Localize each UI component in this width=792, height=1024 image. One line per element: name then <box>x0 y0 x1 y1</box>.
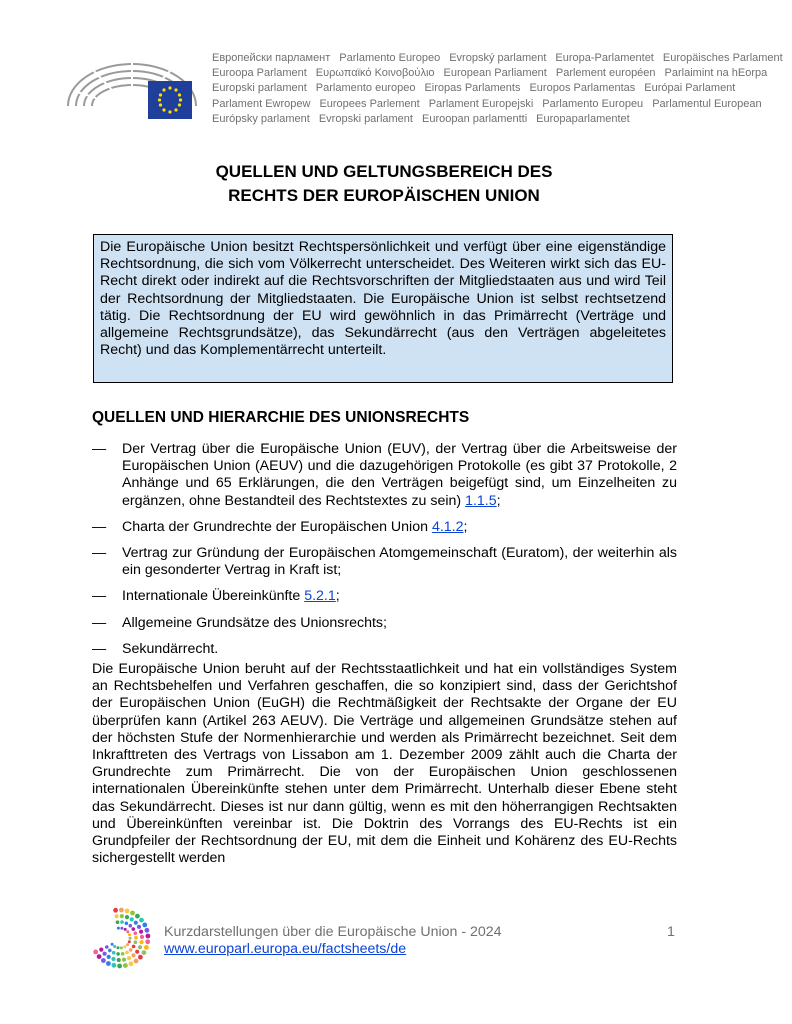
list-item-main-text: Vertrag zur Gründung der Europäischen Atomgemeinschaft (Euratom), der weiterhin als ein gesonderter Vertrag in Kraft ist; <box>122 545 677 579</box>
logo-dot <box>119 908 124 913</box>
logo-dot <box>93 950 98 955</box>
logo-dot <box>97 954 102 959</box>
logo-dot <box>121 952 125 956</box>
list-dash: — <box>92 640 107 657</box>
language-name: Parlement européen <box>555 67 656 80</box>
logo-dot <box>117 946 120 949</box>
factsheet-reference-link[interactable]: 5.2.1 <box>304 588 336 605</box>
logo-dot <box>106 961 111 966</box>
list-item <box>92 615 677 632</box>
list-item-punctuation: ; <box>463 518 468 535</box>
body-paragraph: Die Europäische Union beruht auf der Rechtsstaatlichkeit und hat ein vollständiges System an Rechtsbehelfen und Verfahren geschaffen, die so konzipiert sind, dass der Gerichtshof der Europäischen Union (EuGH) die Rechtmäßigkeit der Rechtsakte der Organe der EU überprüfen kann (Artikel 263 AEUV). Die Verträge und allgemeinen Grundsätze stehen auf der höchsten Stufe der Normenhierarchie und werden als Primärrecht bezeichnet. Seit dem Inkrafttreten des Vertrags von Lissabon am 1. Dezember 2009 zählt auch die Charta der Grundrechte zum Primärrecht. Die von der Europäischen Union geschlossenen internationalen Übereinkünfte stehen unter dem Primärrecht. Unterhalb dieser Ebene steht das Sekundärrecht. Dieses ist nur dann gültig, wenn es mit den höherrangigen Rechtsakten und Übereinkünften vereinbar ist. Die Doktrin des Vorrangs des EU-Rechts ist ein Grundpfeiler der Rechtsordnung der EU, mit dem die Einheit und Kohärenz des EU-Rechts sichergestellt werden <box>92 661 677 867</box>
list-item-text <box>122 545 677 579</box>
logo-dot <box>139 918 144 923</box>
list-item <box>92 545 677 579</box>
list-item-text <box>122 588 677 605</box>
logo-dot <box>120 927 123 930</box>
logo-dot <box>125 909 130 914</box>
logo-dot <box>134 921 138 925</box>
page-number: 1 <box>667 924 675 940</box>
logo-dot <box>129 924 133 928</box>
language-name: Europski parlament <box>212 82 307 95</box>
list-dash: — <box>92 545 107 562</box>
list-item-main-text: Sekundärrecht. <box>122 640 219 657</box>
language-name: Európsky parlament <box>212 112 310 125</box>
logo-dot <box>145 928 150 933</box>
language-name: Parlamento Europeo <box>339 52 441 64</box>
logo-dot <box>125 922 129 926</box>
logo-dot <box>117 958 121 962</box>
logo-dot <box>139 930 143 934</box>
language-name: Eiropas Parlaments <box>424 82 521 95</box>
language-row <box>212 97 792 112</box>
language-row <box>212 112 792 127</box>
list-dash: — <box>92 518 107 535</box>
list-item-punctuation: ; <box>335 588 340 605</box>
language-name: Euroopa Parlament <box>212 67 307 80</box>
title-line-2: RECHTS DER EUROPÄISCHEN UNION <box>228 186 540 205</box>
list-item-text <box>122 441 677 510</box>
list-item <box>92 441 677 510</box>
logo-dot <box>120 914 124 918</box>
factsheet-reference-link[interactable]: 1.1.5 <box>465 492 497 509</box>
language-name: Európai Parlament <box>644 82 736 95</box>
logo-dot <box>116 920 120 924</box>
logo-dot <box>120 946 123 949</box>
logo-dot <box>145 939 150 944</box>
list-dash: — <box>92 614 107 631</box>
logo-dot <box>111 943 114 946</box>
page-header <box>0 0 783 140</box>
list-item-text <box>122 615 677 632</box>
language-name: Parlament Europejski <box>428 97 534 110</box>
factsheet-logo-icon <box>88 904 152 974</box>
language-name: Parlamentul European <box>652 97 762 110</box>
logo-dot <box>117 927 120 930</box>
logo-dot <box>107 955 111 959</box>
list-item <box>92 588 677 605</box>
logo-dot <box>142 923 147 928</box>
summary-box: Die Europäische Union besitzt Rechtspersönlichkeit und verfügt über eine eigenständige Rechtsordnung, die sich vom Völkerrecht unterscheidet. Des Weiteren wirkt sich das EU-Recht direkt oder indirekt auf die Rechtsvorschriften der Mitgliedstaaten aus und wird Teil der Rechtsordnung der Mitgliedstaaten. Die Europäische Union ist selbst rechtsetzend tätig. Die Rechtsordnung der EU wird gewöhnlich in das Primärrecht (Verträge und allgemeine Rechtsgrundsätze), das Sekundärrecht (aus den Verträgen abgeleitetes Recht) und das Komplementärrecht unterteilt. <box>93 234 673 383</box>
language-name: Европейски парламент <box>212 52 331 64</box>
logo-dot <box>112 963 117 968</box>
list-item-main-text: Allgemeine Grundsätze des Unionsrechts; <box>122 614 387 631</box>
logo-dot <box>137 925 141 929</box>
logo-dot <box>134 959 139 964</box>
logo-dot <box>99 948 103 952</box>
list-item-text <box>122 641 677 658</box>
logo-dot <box>128 940 131 943</box>
logo-dot <box>112 951 116 955</box>
title-line-1: QUELLEN UND GELTUNGSBEREICH DES <box>215 162 553 181</box>
section-heading: QUELLEN UND HIERARCHIE DES UNIONSRECHTS <box>92 409 470 426</box>
logo-dot <box>123 963 128 968</box>
document-title <box>0 160 768 208</box>
language-row <box>212 81 792 96</box>
language-name: Euroopan parlamentti <box>421 112 528 125</box>
european-parliament-logo <box>64 46 204 126</box>
logo-dot <box>122 958 126 962</box>
logo-dot <box>117 964 122 969</box>
logo-dot <box>146 934 151 939</box>
logo-dot <box>125 951 129 955</box>
list-dash: — <box>92 588 107 605</box>
logo-dot <box>108 949 112 953</box>
logo-dot <box>131 953 135 957</box>
logo-dot <box>111 957 115 961</box>
language-row <box>212 51 792 66</box>
list-item-main-text: Internationale Übereinkünfte <box>122 588 305 605</box>
logo-dot <box>101 958 106 963</box>
logo-dot <box>130 917 134 921</box>
logo-dot <box>128 933 131 936</box>
logo-dot <box>142 950 147 955</box>
list-item-punctuation: ; <box>496 492 501 509</box>
logo-dot <box>105 945 109 949</box>
list-item <box>92 519 677 536</box>
language-name: Parlament Ewropew <box>212 97 311 110</box>
logo-dot <box>135 914 140 919</box>
logo-dot <box>138 955 143 960</box>
parliament-language-names <box>212 51 792 127</box>
language-name: Europäisches Parlament <box>662 52 783 64</box>
language-name: Europa-Parlamentet <box>555 52 654 64</box>
language-name: Parlaimint na hEorpa <box>664 67 768 80</box>
language-name: Ευρωπαϊκό Κοινοβούλιο <box>315 67 435 80</box>
language-name: Evropski parlament <box>318 112 413 125</box>
logo-dot <box>113 908 118 913</box>
logo-dot <box>126 943 129 946</box>
footer-link[interactable]: www.europarl.europa.eu/factsheets/de <box>164 941 407 957</box>
logo-dot <box>140 940 144 944</box>
factsheet-reference-link[interactable]: 4.1.2 <box>431 518 464 535</box>
language-name: European Parliament <box>443 67 547 80</box>
logo-dot <box>129 961 134 966</box>
logo-dot <box>113 945 116 948</box>
logo-dot <box>115 914 119 918</box>
language-name: Evropský parlament <box>449 52 547 64</box>
logo-dot <box>123 945 126 948</box>
list-item-main-text: Der Vertrag über die Europäische Union (EUV), der Vertrag über die Arbeitsweise der Europäischen Union (AEUV) und die dazugehörigen Protokolle (es gibt 37 Protokolle, 2 Anhänge und 65 Erklärungen, die den Verträgen beigefügt sind, um Einzelheiten zu ergänzen, ohne Bestandteil des Rechtstextes zu sein) <box>122 441 677 509</box>
logo-dot <box>140 935 144 939</box>
logo-dot <box>129 937 132 940</box>
logo-dot <box>124 928 127 931</box>
logo-dot <box>130 911 135 916</box>
language-name: Europos Parlamentas <box>529 82 636 95</box>
logo-dot <box>132 945 136 949</box>
logo-dot <box>144 945 149 950</box>
list-item <box>92 641 677 658</box>
logo-dot <box>134 931 138 935</box>
logo-dot <box>120 920 124 924</box>
logo-dot <box>116 952 120 956</box>
logo-dot <box>129 948 133 952</box>
logo-dot <box>127 956 131 960</box>
language-name: Parlamento europeo <box>315 82 416 95</box>
language-row <box>212 66 792 81</box>
language-name: Europees Parlement <box>319 97 420 110</box>
sources-list <box>92 441 677 667</box>
logo-dot <box>103 952 107 956</box>
logo-dot <box>134 936 138 940</box>
logo-dot <box>125 915 129 919</box>
logo-dot <box>134 940 138 944</box>
list-item-main-text: Charta der Grundrechte der Europäischen Union <box>122 518 432 535</box>
list-dash: — <box>92 441 107 457</box>
footer-title: Kurzdarstellungen über die Europäische Union - 2024 <box>164 924 502 940</box>
logo-dot <box>135 950 139 954</box>
logo-dot <box>132 927 136 931</box>
language-name: Europaparlamentet <box>536 112 630 125</box>
list-item-text <box>122 519 677 536</box>
language-name: Parlamento Europeu <box>542 97 644 110</box>
logo-dot <box>126 930 129 933</box>
logo-dot <box>138 945 142 949</box>
